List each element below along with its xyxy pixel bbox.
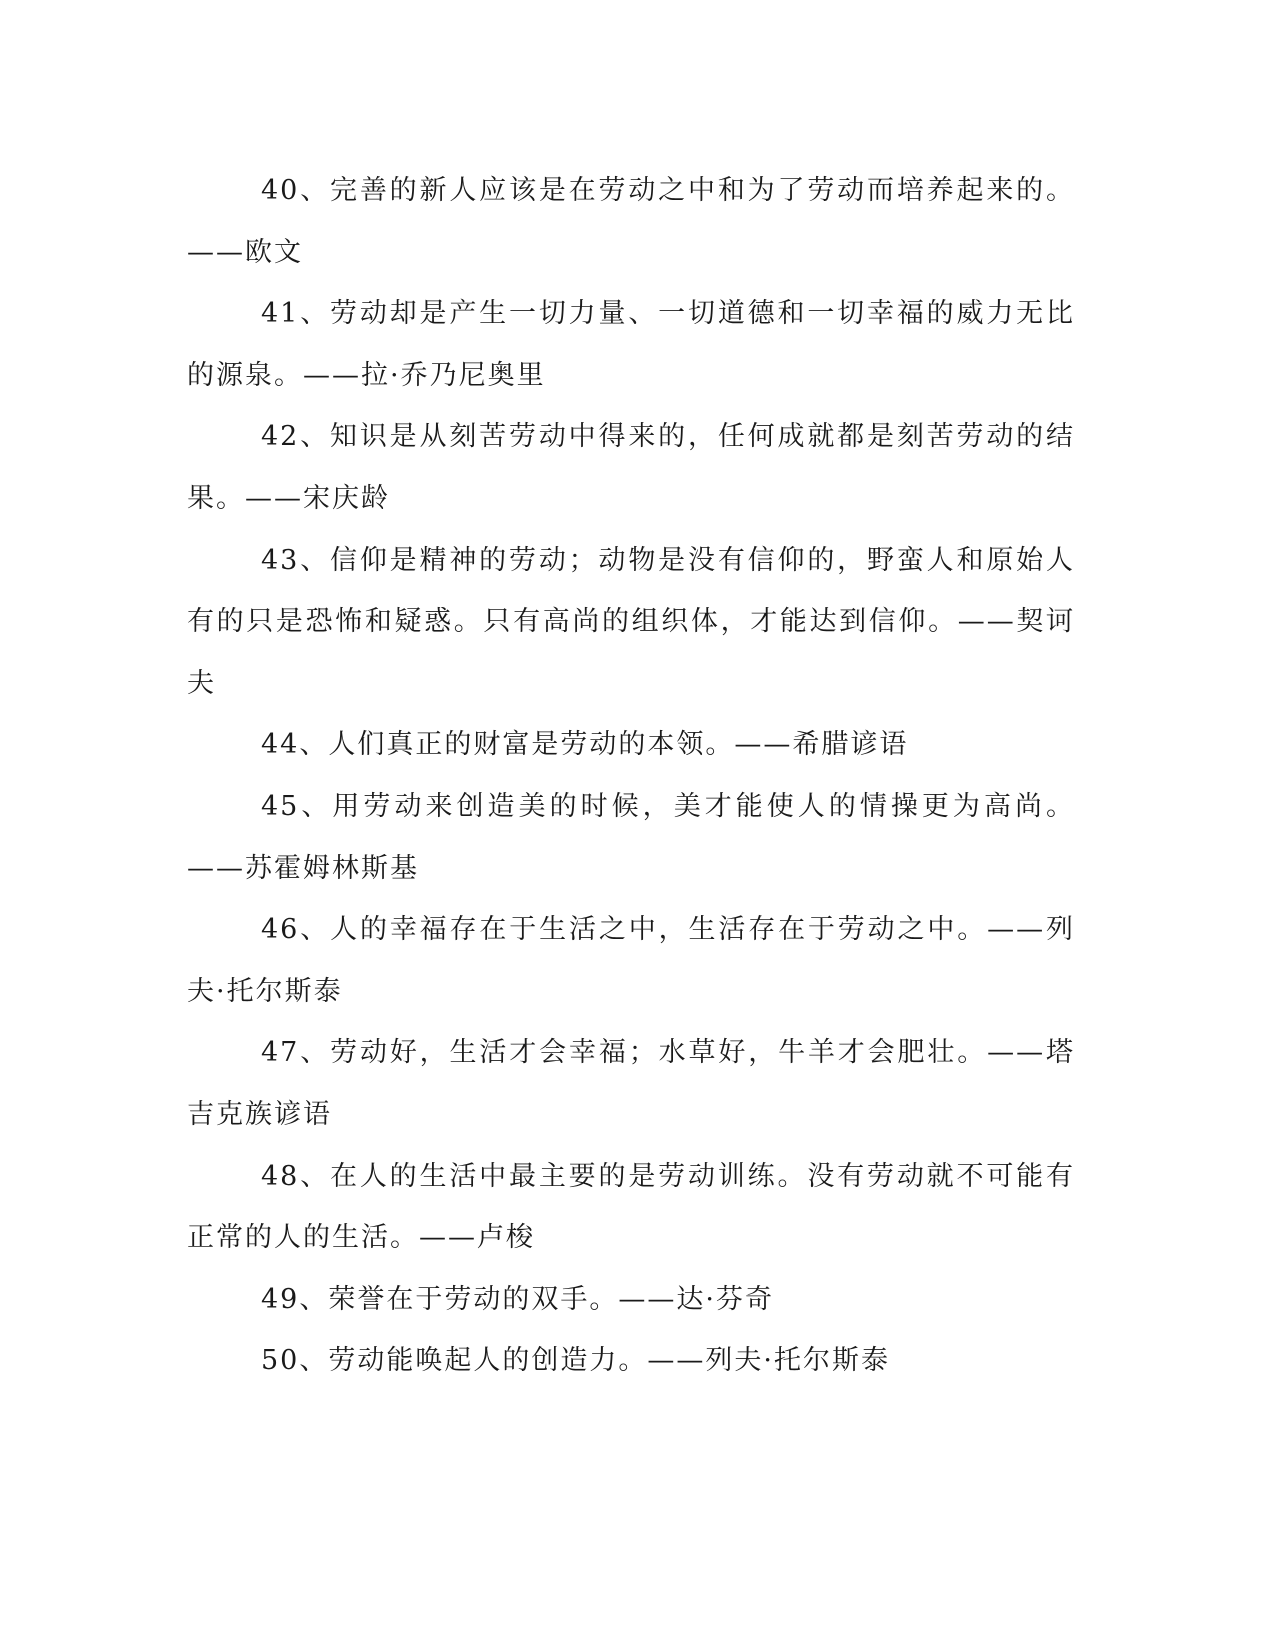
quote-41: 41、劳动却是产生一切力量、一切道德和一切幸福的威力无比的源泉。——拉·乔乃尼奥里 bbox=[187, 298, 1075, 391]
quote-46: 46、人的幸福存在于生活之中，生活存在于劳动之中。——列夫·托尔斯泰 bbox=[187, 914, 1075, 1007]
quote-44: 44、人们真正的财富是劳动的本领。——希腊谚语 bbox=[261, 729, 909, 761]
quote-50: 50、劳动能唤起人的创造力。——列夫·托尔斯泰 bbox=[261, 1345, 890, 1377]
quote-40: 40、完善的新人应该是在劳动之中和为了劳动而培养起来的。——欧文 bbox=[187, 175, 1075, 268]
quote-43: 43、信仰是精神的劳动；动物是没有信仰的，野蛮人和原始人有的只是恐怖和疑惑。只有高尚的组织体，才能达到信仰。——契诃夫 bbox=[187, 544, 1075, 699]
quote-47: 47、劳动好，生活才会幸福；水草好，牛羊才会肥壮。——塔吉克族谚语 bbox=[187, 1037, 1075, 1130]
quote-list bbox=[187, 160, 1075, 1392]
quote-42: 42、知识是从刻苦劳动中得来的，任何成就都是刻苦劳动的结果。——宋庆龄 bbox=[187, 421, 1075, 514]
quote-49: 49、荣誉在于劳动的双手。——达·芬奇 bbox=[261, 1283, 774, 1315]
quote-48: 48、在人的生活中最主要的是劳动训练。没有劳动就不可能有正常的人的生活。——卢梭 bbox=[187, 1160, 1075, 1254]
quote-45: 45、用劳动来创造美的时候，美才能使人的情操更为高尚。——苏霍姆林斯基 bbox=[187, 790, 1075, 884]
